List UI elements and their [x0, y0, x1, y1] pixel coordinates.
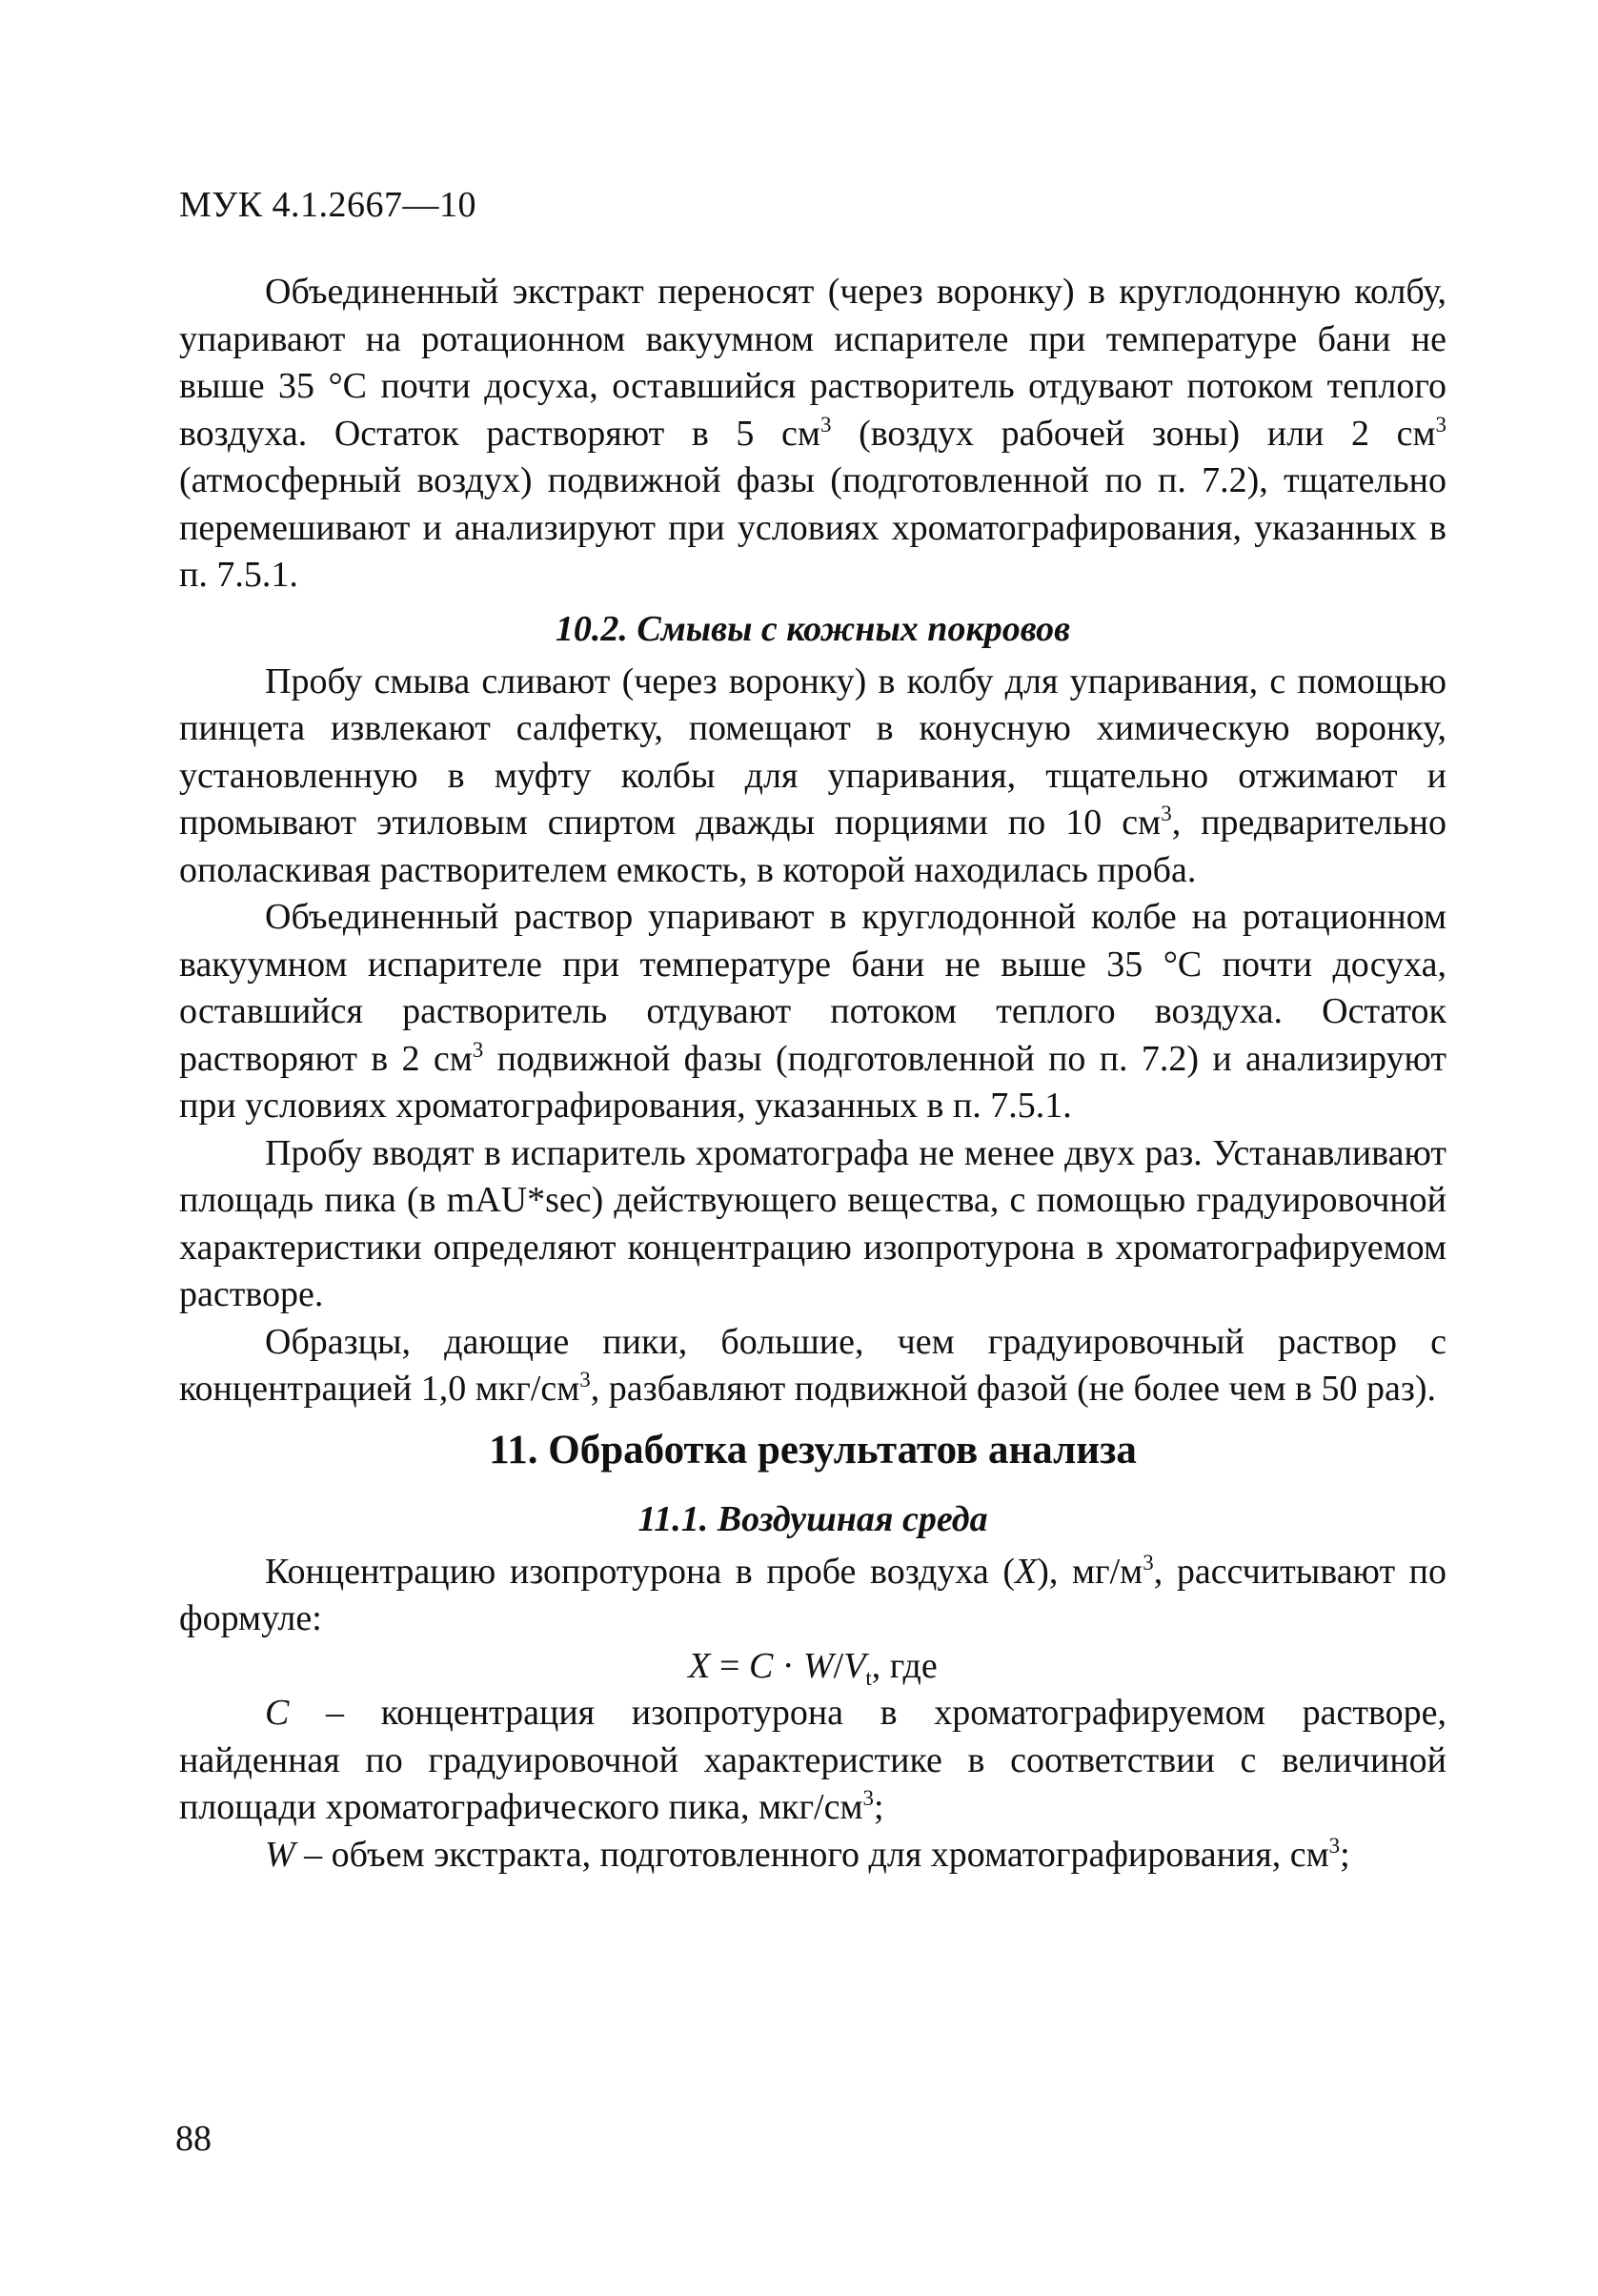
paragraph-injection: Пробу вводят в испаритель хроматографа не менее двух раз. Устанавливают площадь пика (в mAU*sec) действующего вещества, с помощью градуировочной характеристики определяют концентрацию изопротурона в хроматографируемом растворе. — [179, 1132, 1446, 1314]
page-number: 88 — [175, 2119, 212, 2159]
subsection-heading-10-2: 10.2. Смывы с кожных покровов — [555, 608, 1071, 649]
subsection-heading-11-1: 11.1. Воздушная среда — [637, 1498, 988, 1539]
section-heading-11: 11. Обработка результатов анализа — [489, 1427, 1137, 1473]
paragraph-definition-w: W – объем экстракта, подготовленного для хроматографирования, $см^3$; — [265, 1833, 1350, 1875]
paragraph-wash-sample: Пробу смыва сливают (через воронку) в колбу для упаривания, с помощью пинцета извлекают салфетку, помещают в конусную химическую воронку, установленную в муфту колбы для упаривания, тщательно отжимают и промывают этиловым спиртом дважды порциями по 10 $см^3$, предварительно ополаскивая растворителем емкость, в которой находилась проба. — [179, 660, 1447, 890]
paragraph-definition-c: С – концентрация изопротурона в хроматографируемом растворе, найденная по градуировочной характеристике в соответствии с величиной площади хроматографического пика, мкг/$см^3$; — [179, 1693, 1446, 1827]
concentration-formula: $X = C \cdot W/V_t$, где — [688, 1645, 938, 1690]
paragraph-combined-solution: Объединенный раствор упаривают в круглодонной колбе на ротационном вакуумном испарителе при температуре бани не выше 35 °С почти досуха, оставшийся растворитель отдувают потоком теплого воздуха. Остаток растворяют в 2 $см^3$ подвижной фазы (подготовленной по п. 7.2) и анализируют при условиях хроматографирования, указанных в п. 7.5.1. — [179, 897, 1447, 1126]
paragraph-dilution: Образцы, дающие пики, большие, чем градуировочный раствор с концентрацией 1,0 мкг/$см^3$, разбавляют подвижной фазой (не более чем в 50 раз). — [179, 1321, 1446, 1409]
paragraph-extract: Объединенный экстракт переносят (через воронку) в круглодонную колбу, упаривают на ротационном вакуумном испарителе при температуре бани не выше 35 °С почти досуха, оставшийся растворитель отдувают потоком теплого воздуха. Остаток растворяют в 5 $см^3$ (воздух рабочей зоны) или 2 $см^3$ (атмосферный воздух) подвижной фазы (подготовленной по п. 7.2), тщательно перемешивают и анализируют при условиях хроматографирования, указанных в п. 7.5.1. — [179, 272, 1447, 595]
document-body — [179, 269, 1446, 1879]
paragraph-concentration-intro: Концентрацию изопротурона в пробе воздуха (X), $мг/м^3$, рассчитывают по формуле: — [179, 1550, 1446, 1638]
document-code-header: МУК 4.1.2667—10 — [179, 185, 477, 225]
